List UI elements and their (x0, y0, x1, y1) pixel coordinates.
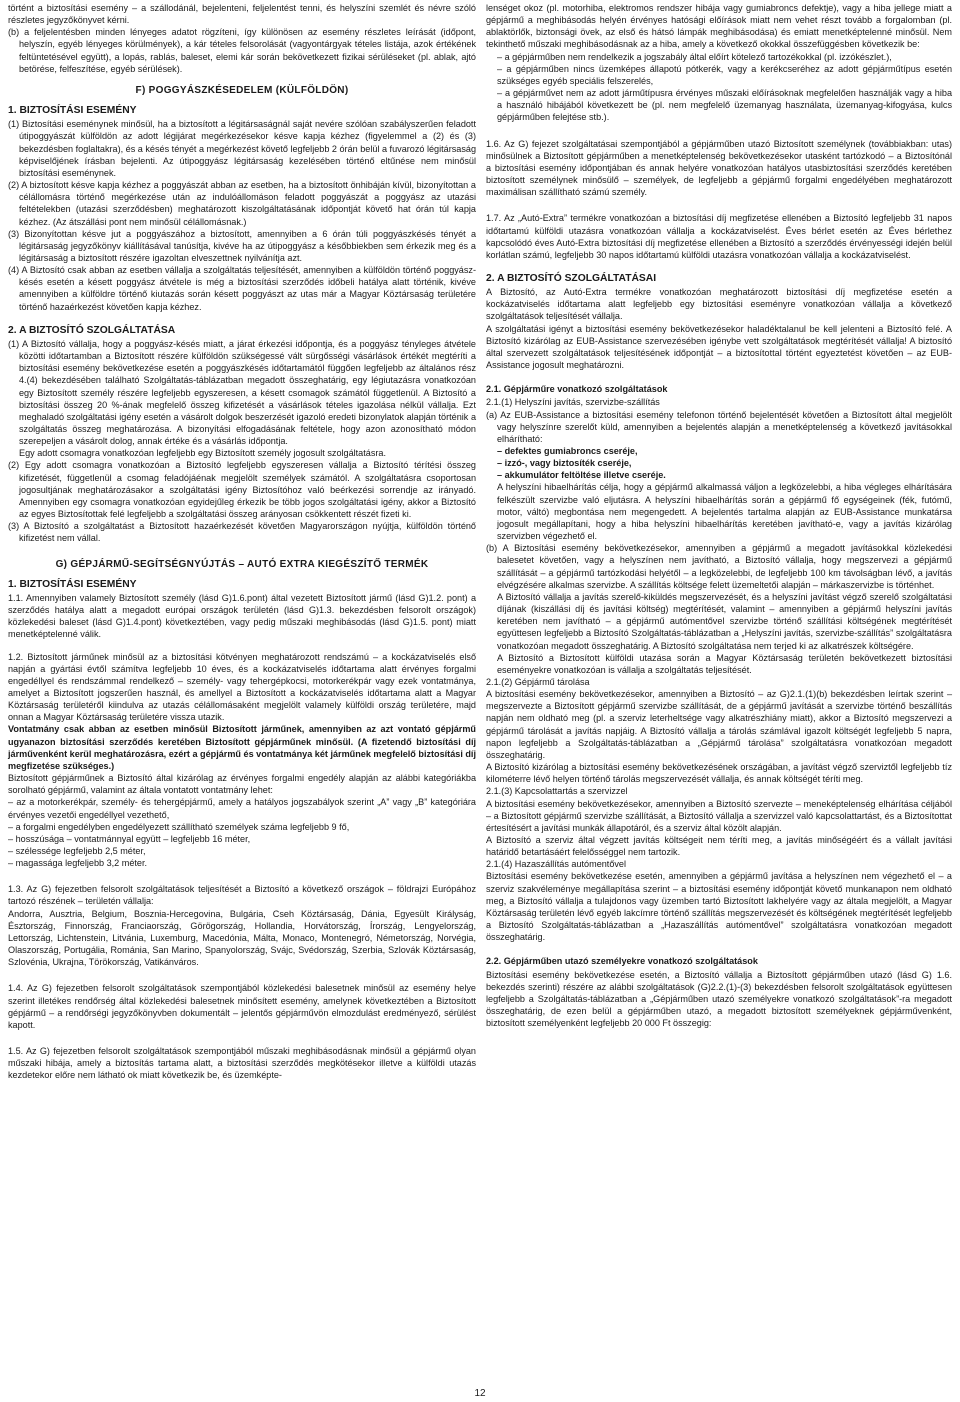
list-item: – magassága legfeljebb 3,2 méter. (8, 858, 148, 869)
list-item: – szélessége legfeljebb 2,5 méter, (8, 846, 146, 856)
subheading: 2.1.(4) Hazaszállítás autómentővel (486, 859, 627, 870)
paragraph: (1) Biztosítási eseménynek minősül, ha a biztosított a légitársaságnál saját nevére szólóan szabályszerűen feladott útipoggyászát külföldön az adott légijárat megérkezésekor késve kapja kézhez (figyelemmel a (2) és (3) bekezdésben foglaltakra), és a késés tényét a megérkezést követő legfeljebb 2 órán belül a fuvarozó légitársaság képviselőjének írásban bejelenti. Az útipoggyász légitársaság kezelésében történő eltűnése nem minősül biztosítási eseménynek. (8, 119, 476, 178)
paragraph: 1.4. Az G) fejezetben felsorolt szolgáltatások szempontjából közlekedési balesetnek minősül az esemény helye szerint illetékes rendőrség által közlekedési balesetnek minősített esemény, amelynek következtében a Biztosított gépjármű – a rendőrségi jegyzőkönyvben dokumentált – jelentős gépjárművön elmozdulást eredményező, sérülést kapott. (8, 983, 476, 1030)
heading: 2. A BIZTOSÍTÓ SZOLGÁLTATÁSA (8, 324, 176, 336)
paragraph: 1.3. Az G) fejezetben felsorolt szolgáltatások teljesítését a Biztosító a következő országok – földrajzi Európához tartozó részének – területén vállalja: (8, 884, 476, 907)
paragraph: (b) A Biztosítási esemény bekövetkezésekor, amennyiben a gépjármű a megadott javításokkal közlekedési balesetet követően, vagy a helyszínen nem javítható, a Biztosító vállalja, hogy megszervezi a gépjármű szállítását – a gépjármű tartózkodási helyétől – a legközelebbi, de legfeljebb 100 km távolságban lévő, a javítás elvégzésére alkalmas szervizbe. A szállítás költsége felett üzemeltetői alapján – márkaszervizbe is történhet. (486, 543, 952, 590)
right-column (486, 2, 952, 1029)
paragraph: (2) Egy adott csomagra vonatkozóan a Biztosító legfeljebb egyszeresen vállalja a Biztosító térítési összeg kifizetését, függetlenül a csomag feladójáénak megjelölt személyek számától. A szolgáltatásra csoportosan jogosultjának meghatározásakor a szolgáltatási igény Biztosítóhoz való beérkezési sorrendje az irányadó. Amennyiben egy csomagra vonatkozóan egyidejűleg érkezik be több jogos szolgáltatási igény, akkor a Biztosító az egyes Biztosítottak felé legfeljebb a szolgáltatási összeg arányosan csökkentett részét fizeti ki. (8, 460, 476, 520)
subheading: 2.1.(2) Gépjármű tárolása (486, 676, 590, 687)
paragraph: A helyszíni hibaelhárítás célja, hogy a gépjármű alkalmassá váljon a legközelebbi, a hiba végleges elhárítására felkészült szervizbe való eljutásra. A helyszíni hibaelhárítás során a gépjármű fő egységeinek (fék, futómű, motor, váltó) megbontása nem megengedett. A bejelentés tartalma alapján az EUB-Assistance munkatársa jogosult megállapítani, hogy a hiba helyszíni hibaelhárítás keretében javítható-e, vagy a javítás kizárólag szervizben végezhető el. (497, 482, 952, 542)
heading: 1. BIZTOSÍTÁSI ESEMÉNY (8, 105, 137, 117)
paragraph: lenséget okoz (pl. motorhiba, elektromos rendszer hibája vagy gumiabroncs defektje), vagy a hiba jellege miatt a gépjármű a meghibásodás helyén érvényes hatósági előírások miatt nem vehet részt tovább a forgalomban (pl. ablaktörlők, biztonsági övek, az első és hátsó lámpák meghibásodása) és emiatt menetképtelenné minősül. Nem tekinthető műszaki meghibásodásnak az a hiba, amely a következő okokkal összefüggésben következik be: (486, 3, 952, 50)
paragraph: A Biztosító a Biztosított külföldi utazása során a Magyar Köztársaság területén bekövetkezett biztosítási eseményekre vonatkozóan is vállalja a szolgáltatás teljesítését. (497, 652, 952, 675)
list-item: – defektes gumiabroncs cseréje, (497, 446, 638, 456)
list-item: – a gépjárművet nem az adott járműtípusra érvényes műszaki előírásoknak megfelelően használják vagy a hiba a használó hibájából következett be (pl. nem megfelelő üzemanyag használata, üzemanyag-kifogyása, kulcs gépjárműben felejtése stb.). (497, 88, 952, 123)
paragraph: (3) Bizonyítottan késve jut a poggyászához a biztosított, amennyiben a 6 órán túli poggyászkésés tényét a légitársaság jegyzőkönyv kiállításával tanúsítja, kivéve ha az útipoggyász a későbbiekben sem érkezik meg és a légitársaság a biztosított részére igazoltan elveszettnek nyilvánítja azt. (8, 228, 476, 263)
paragraph: (1) A Biztosító vállalja, hogy a poggyász-késés miatt, a járat érkezési időpontja, és a poggyász tényleges átvétele közötti időtartamban a Biztosított részére külföldön szükségessé vált sürgősségi vásárlások értékét megtéríti a biztosítási esemény bekövetkezése esetén a poggyászkésés időtartamától függően legfeljebb az általános rész 4.(4) bekezdésében található Szolgáltatás-táblázatban megadott összeghatárig, egy légiutazásra vonatkozóan egy Biztosított személy részére legfeljebb egyszeresen, a késett csomagok számától függetlenül. A Biztosító a biztosítási összeg 20 %-ának megfelelő összeg kifizetését a vásárlások tételes igazolása nélkül vállalja. Ezt meghaladó szolgáltatási igény esetén a vásárolt dolgok beszerzését igazoló eredeti bizonylatok alapján történik a szolgáltatás összeg meghatározása. A bizonyítási elfogadásának feltétele, hogy azon azonosítható módon szerepeljen a vásárolt dolog, annak értéke és a vásárlás időpontja. (8, 338, 476, 447)
paragraph: 1.2. Biztosított járműnek minősül az a biztosítási kötvényen meghatározott rendszámú – a kockázatviselés első napján a gyártási évtől számítva legfeljebb 10 éves, és a kockázatviselés időtartama alatt érvényes forgalmi engedéllyel és rendszámmal rendelkező – személy- vagy tehergépkocsi, motorkerékpár vagy ezek vontatmánya, amelyet a Biztosított jogszerűen használ, és amellyel a Biztosított a kockázatviselés időtartama alatt a Magyar Köztársaság területéről kiindulva az utazás célállomásaként megjelölt valamely külföldi ország területére, majd onnan a Magyar Köztársaság területére vissza utazik. (8, 651, 476, 723)
paragraph: Andorra, Ausztria, Belgium, Bosznia-Hercegovina, Bulgária, Cseh Köztársaság, Dánia, Egyesült Királyság, Észtország, Finnország, Franciaország, Görögország, Hollandia, Horvátország, Írország, Lengyelország, Lettország, Lichtenstein, Litvánia, Luxemburg, Macedónia, Málta, Monaco, Montenegró, Németország, Norvégia, Olaszország, Portugália, Románia, San Marino, Spanyolország, Svájc, Svédország, Szerbia, Szlovák Köztársaság, Szlovénia, Ukrajna, Törökország, Vatikánváros. (8, 908, 476, 968)
paragraph: Egy adott csomagra vonatkozóan legfeljebb egy Biztosított személy jogosult szolgáltatásra. (19, 448, 386, 459)
list-item: – akkumulátor feltöltése illetve cseréje. (497, 470, 666, 481)
page-number: 12 (474, 1388, 486, 1399)
paragraph: (3) A Biztosító a szolgáltatást a Biztosított hazaérkezését követően Magyarországon nyújtja, külföldön történő kifizetést nem vállal. (8, 521, 476, 544)
paragraph: A szolgáltatási igényt a biztosítási esemény bekövetkezésekor haladéktalanul be kell jelenteni a Biztosító felé. A Biztosító kizárólag az EUB-Assistance szervezésében igénybe vett szolgáltatások megtérítését vállalja! A biztosító által szervezett szolgáltatások teljesítésének időpontját – a biztosítottal történt egyeztetést követően – az EUB-Assistance jogosult meghatározni. (486, 323, 952, 371)
paragraph: 2.1.(1) Helyszíni javítás, szervizbe-szállítás (486, 397, 660, 408)
paragraph: A Biztosító kizárólag a biztosítási esemény bekövetkezésének országában, a javítást végző szerviztől legfeljebb tíz kilométerre lévő helyen történő tárolás megszervezését vállalja, és annak költségét téríti meg. (486, 762, 952, 785)
list-item: – az a motorkerékpár, személy- és tehergépjármű, amely a hatályos jogszabályok szerint „A” vagy „B” kategóriára érvényes vezetői engedéllyel vezethető, (8, 797, 476, 820)
paragraph-bold: Vontatmány csak abban az esetben minősül Biztosított járműnek, amennyiben az azt vontató gépjármű ugyanazon biztosítási szerződés keretében Biztosított gépjárműnek minősül. (A fizetendő biztosítási díj járművenként kerül meghatározásra, ezért a gépjármű és vontatmánya két járműnek megfelelő biztosítási díj megfizetése szükséges.) (8, 724, 476, 771)
subheading: 2.2. Gépjárműben utazó személyekre vonatkozó szolgáltatások (486, 956, 758, 967)
paragraph: (a) Az EUB-Assistance a biztosítási esemény telefonon történő bejelentését követően a Biztosított által megjelölt vagy helyszínre szerelőt küld, amennyiben a bejelentés alapján a menetképtelenség a következő javításokkal elhárítható: (486, 409, 952, 444)
paragraph: 1.5. Az G) fejezetben felsorolt szolgáltatások szempontjából műszaki meghibásodásnak minősül a gépjármű olyan műszaki hibája, amely a biztosítás tartama alatt, a biztosítási szerződés megkötésekor illetve a külföldi utazás kezdetekor előre nem látható ok miatt következik be, és üzemképte- (8, 1046, 476, 1081)
section-title-g: G) GÉPJÁRMŰ-SEGÍTSÉGNYÚJTÁS – AUTÓ EXTRA KIEGÉSZÍTŐ TERMÉK (55, 558, 429, 570)
paragraph: (2) A biztosított késve kapja kézhez a poggyászát abban az esetben, ha a biztosított önhibáján kívül, bizonyítottan a célállomásra történő megérkezése után az indulóállomáson feladott poggyászát a poggyász az utazási feltételekben (utazási szerződésben) meghatározott kiszolgáltatásának időpontját követő hat órán túl kapja kézhez. (Az átszállási pont nem minősül célállomásnak.) (8, 180, 476, 227)
paragraph: A biztosítási esemény bekövetkezésekor, amennyiben a Biztosító szervezte – meneképtelenség elhárítása céljából – a Biztosított gépjármű szervizbe szállítását, a Biztosító vállalja a szervizzel való kapcsolattartást, és a Biztosítottat értesítésért a javítási munkák állapotáról, és a szerviz által közölt alapján. (486, 798, 952, 833)
paragraph: Biztosítási esemény bekövetkezése esetén, a Biztosító vállalja a Biztosított gépjárműben utazó (lásd G) 1.6. bekezdés szerinti) részére az alábbi szolgáltatások (G)2.2.(1)-(3) bekezdésben felsorolt szolgáltatások együttesen legfeljebb a Szolgáltatás-táblázatban a „Gépjárműben utazó személyekre vonatkozó szolgáltatások”-ra megadott összeghatárig, de ezen belül a gépjárműben utazó, a megadott biztosított személyeknek gépjárművenként, biztosított személyenként legfeljebb 20 000 Ft összegig: (486, 969, 952, 1029)
paragraph: A biztosítási esemény bekövetkezésekor, amennyiben a Biztosító – az G)2.1.(1)(b) bekezdésben leírtak szerint – megszervezte a Biztosított gépjármű szervizbe szállítását, de a gépjármű javítását a szervizbe történő beszállítás napján nem oldható meg (pl. a szerviz leterheltsége vagy alkatrészhiány miatt), akkor a Biztosító megszervezi a gépjármű tárolását a javítás napjáig. A Biztosító vállalja a tárolás számlával igazolt költségét legfeljebb 5 napra, napon legfeljebb a Szolgáltatás-táblázatban a „Gépjármű tárolása” szolgáltatásra vonatkozóan megadott összeghatárig. (486, 689, 952, 760)
subheading: 2.1.(3) Kapcsolattartás a szervizzel (486, 786, 628, 797)
paragraph: Biztosítási esemény bekövetkezése esetén, amennyiben a gépjármű javítása a helyszínen nem végezhető el – a szerviz szakvéleménye megállapítása szerint – a biztosítási esemény időpontját követő munkanapon nem oldható meg, a Biztosító vállalja a tulajdonos vagy üzemben tartó Biztosított lakhelyére vagy az általa megjelölt, a Magyar Köztársaság területén lévő egyéb lakcímre történő szállítás megszervezését és költségének megtérítését legfeljebb a Biztosító Szolgáltatás-táblázatban a „Hazaszállítás autómentővel” szolgáltatásra vonatkozóan megadott összeghatárig. (486, 871, 952, 943)
paragraph: A Biztosító vállalja a javítás szerelő-kiküldés megszervezését, és a helyszíni javítást végző szerelő szolgáltatási díjának (kiszállási díj és javítási költség) megtérítését, valamint – amennyiben a gépjármű helyszíni javítás keretében nem javítható – a gépjármű autómentővel szervizbe történő szállítási költségének megtérítését együttesen legfeljebb a Biztosító Szolgáltatás-táblázatban a „Helyszíni javítás, szervizbe-szállítás” szolgáltatásra vonatkozóan megadott összeghatárig. A Biztosító szolgáltatása nem terjed ki az alkatrészek költségére. (497, 591, 952, 651)
section-title-f: F) POGGYÁSZKÉSEDELEM (KÜLFÖLDÖN) (135, 84, 349, 96)
heading: 2. A BIZTOSÍTÓ SZOLGÁLTATÁSAI (486, 272, 657, 284)
list-item: – izzó-, vagy biztosíték cseréje, (497, 458, 632, 469)
paragraph: Biztosított gépjárműnek a Biztosító által kizárólag az érvényes forgalmi engedély alapján az alábbi kategóriákba sorolható gépjármű, valamint az általa vontatott vontatmány lehet: (8, 773, 476, 796)
list-item: – a forgalmi engedélyben engedélyezett szállítható személyek száma legfeljebb 9 fő, (8, 821, 350, 832)
paragraph: történt a biztosítási esemény – a szállodánál, bejelenteni, feljelentést tenni, és helyszíni szemlét és névre szóló részletes jegyzőkönyvet kérni. (8, 3, 476, 26)
list-item: – a gépjárműben nem rendelkezik a jogszabály által előírt kötelező tartozékokkal (pl. izzókészlet.), (497, 51, 892, 62)
paragraph: (4) A Biztosító csak abban az esetben vállalja a szolgáltatás teljesítését, amennyiben a külföldön történő poggyász-késés esetén a késett poggyász átvétele is még a biztosítási szerződés időbeli hatálya alatt történik, kivéve amennyiben a külföldre történő kiutazás során késett poggyászt az utas már a Magyar Köztársaság területére történő hazaérkezést követően kapja kézhez. (8, 265, 476, 312)
list-item: – a gépjárműben nincs üzemképes állapotú pótkerék, vagy a kerékcseréhez az adott gépjárműtípus esetén szükséges egyéb speciális felszerelés, (497, 63, 952, 86)
paragraph: 1.1. Amennyiben valamely Biztosított személy (lásd G)1.6.pont) által vezetett Biztosított jármű (lásd G)1.2. pont) a szerződés hatálya alatt a megadott európai országok területén (lásd G)1.3. bekezdésben felsorolt országok) közlekedési baleset (lásd G)1.4.pont) következtében, vagy pedig műszaki meghibásodás (lásd G)1.5. pont) miatt menetképtelenné válik. (8, 592, 476, 640)
list-item: – hosszúsága – vontatmánnyal együtt – legfeljebb 16 méter, (8, 833, 251, 844)
left-column (8, 2, 476, 1082)
subheading: 2.1. Gépjárműre vonatkozó szolgáltatások (486, 384, 668, 395)
paragraph: A Biztosító, az Autó-Extra termékre vonatkozóan meghatározott biztosítási díj megfizetése esetén a kockázatviselés időtartama alatt legfeljebb egy biztosítási eseményre vonatkozóan vállalja a következő szolgáltatások teljesítését vállalja. (486, 287, 952, 322)
paragraph: (b) a feljelentésben minden lényeges adatot rögzíteni, így különösen az esemény részletes leírását (időpont, helyszín, egyéb lényeges körülmények), a kár tételes felsorolását (vagyontárgyak tételes listája, azok értékének feltüntetésével együtt), a lopás, rablás, baleset, elemi kár során bekövetkezett fizikai sérüléseket (pl. ablak, ajtó betörése, felfeszítése, egyéb sérülések). (8, 27, 476, 74)
heading: 1. BIZTOSÍTÁSI ESEMÉNY (8, 578, 137, 590)
paragraph: A Biztosító a szerviz által végzett javítás költségeit nem téríti meg, a javítás minőségéért és a vállalt javítási határidő betartásáért felelősséggel nem tartozik. (486, 835, 952, 858)
paragraph: 1.7. Az „Autó-Extra” termékre vonatkozóan a biztosítási díj megfizetése ellenében a Biztosító legfeljebb 31 napos időtartamú külföldi utazásra vonatkozóan vállalja a kockázatviselést. Éves bérlet esetén az Éves bérlethez kapcsolódó éves Autó-Extra biztosítási díj megfizetése ellenében a Biztosító a szerződés érvényességi idején belül korlátlan számú, legfeljebb 30 napos időtartamú külföldi utazásra vonatkozóan vállalja a kockázatviselést. (486, 213, 952, 260)
paragraph: 1.6. Az G) fejezet szolgáltatásai szempontjából a gépjárműben utazó Biztosított személynek (továbbiakban: utas) minősülnek a Biztosított gépjárműben a menetképtelenség bekövetkezésekor utasként tartózkodó – a Biztosítónál a biztosítási esemény időpontjában és annak helyére vonatkozóan hatályos utasbiztosítási szerződés keretében biztosított személynek minősülő – személyek, de legfeljebb a gépjármű forgalmi engedélyében meghatározott maximálisan szállítható számú személy. (486, 138, 952, 198)
